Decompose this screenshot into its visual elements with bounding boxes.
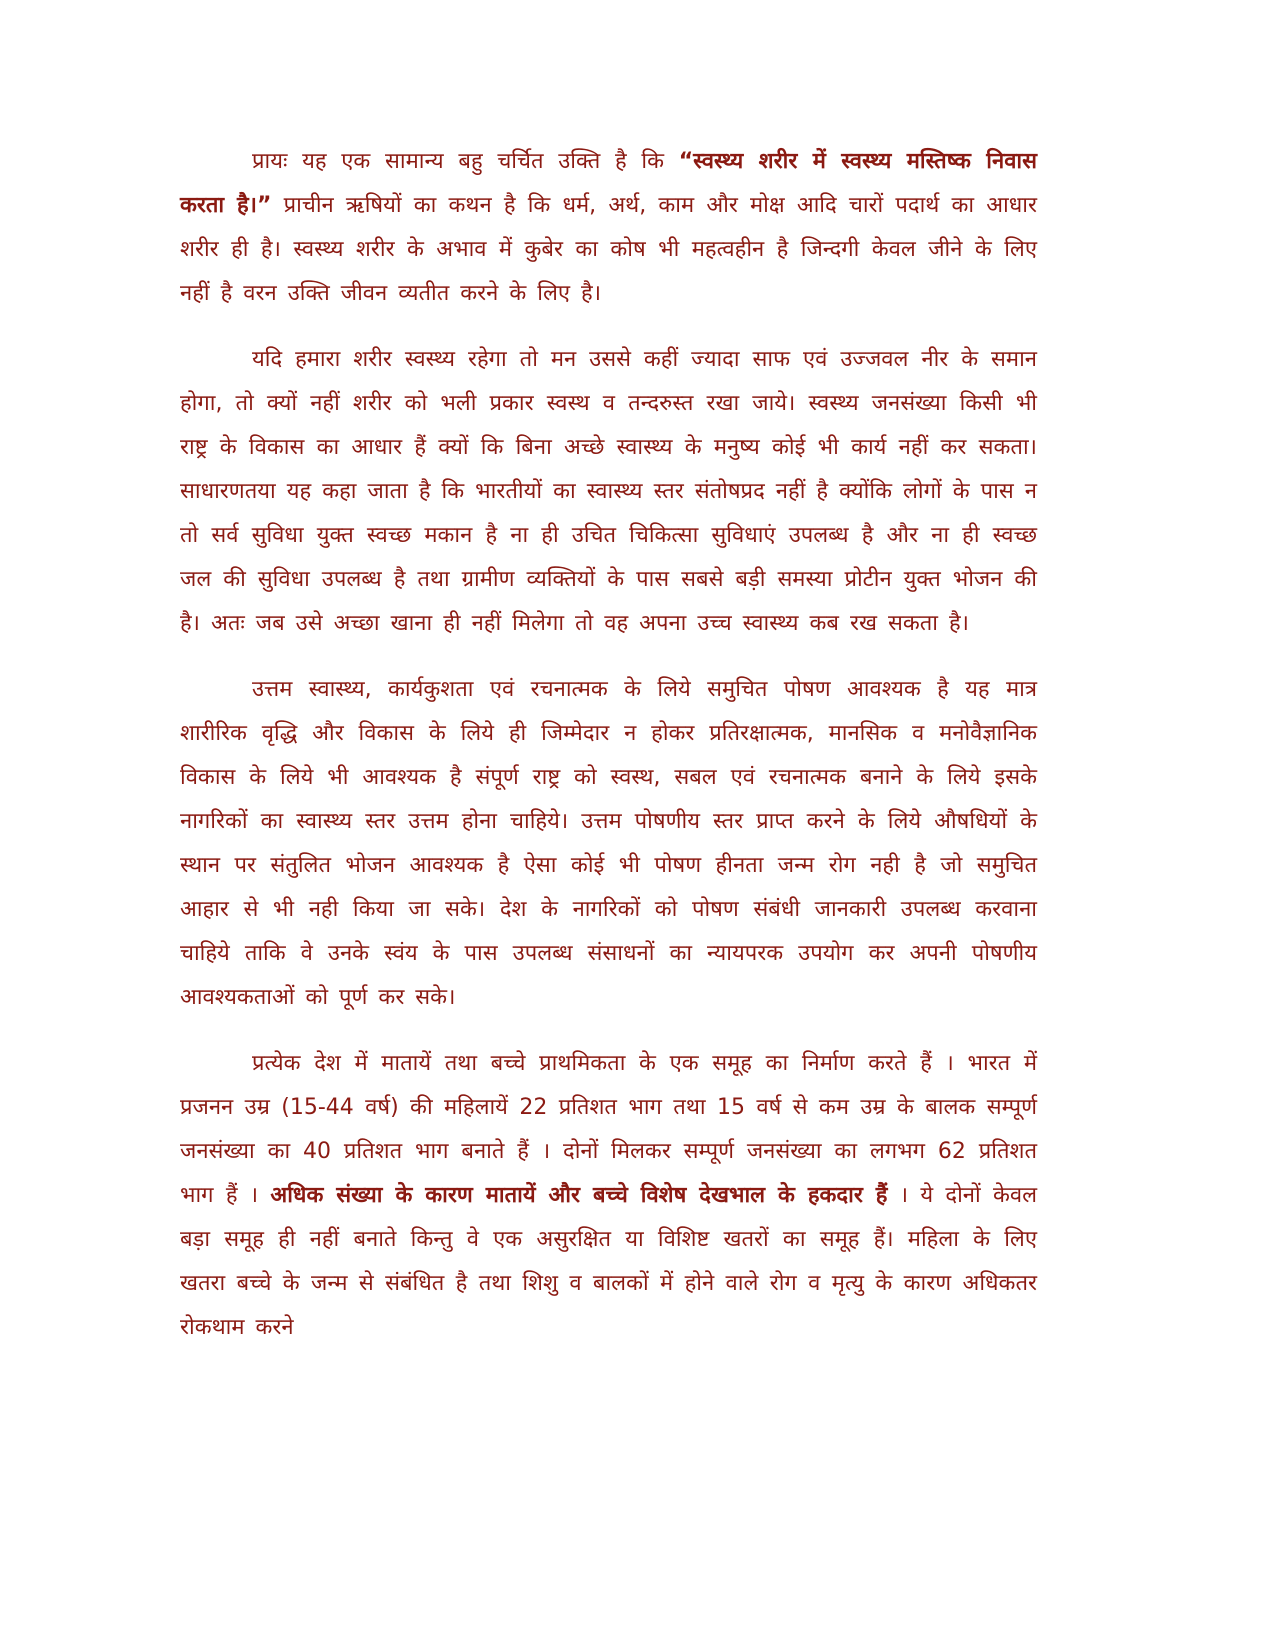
paragraph-4-text-b: । ये दोनों केवल बड़ा समूह ही नहीं बनाते किन्तु वे एक असुरक्षित या विशिष्ट खतरों का समूह हैं। महिला के लिए खतरा बच्चे के जन्म से संबंधित है तथा शिशु व बालकों में होने वाले रोग व मृत्यु के कारण अधिकतर रोकथाम करने <box>180 1183 1038 1340</box>
paragraph-3 <box>180 668 1037 1020</box>
paragraph-3-text: उत्तम स्वास्थ्य, कार्यकुशता एवं रचनात्मक के लिये समुचित पोषण आवश्यक है यह मात्र शारीरिक वृद्धि और विकास के लिये ही जिम्मेदार न होकर प्रतिरक्षात्मक, मानसिक व मनोवैज्ञानिक विकास के लिये भी आवश्यक है संपूर्ण राष्ट्र को स्वस्थ, सबल एवं रचनात्मक बनाने के लिये इसके नागरिकों का स्वास्थ्य स्तर उत्तम होना चाहिये। उत्तम पोषणीय स्तर प्राप्त करने के लिये औषधियों के स्थान पर संतुलित भोजन आवश्यक है ऐसा कोई भी पोषण हीनता जन्म रोग नही है जो समुचित आहार से भी नही किया जा सके। देश के नागरिकों को पोषण संबंधी जानकारी उपलब्ध करवाना चाहिये ताकि वे उनके स्वंय के पास उपलब्ध संसाधनों का न्यायपरक उपयोग कर अपनी पोषणीय आवश्यकताओं को पूर्ण कर सके। <box>180 677 1037 1010</box>
paragraph-1-bold-quote: “स्वस्थ्य शरीर में स्वस्थ्य मस्तिष्क निवास करता है।” <box>180 149 1037 218</box>
paragraph-2-text: यदि हमारा शरीर स्वस्थ्य रहेगा तो मन उससे कहीं ज्यादा साफ एवं उज्जवल नीर के समान होगा, तो क्यों नहीं शरीर को भली प्रकार स्वस्थ व तन्दरुस्त रखा जाये। स्वस्थ्य जनसंख्या किसी भी राष्ट्र के विकास का आधार हैं क्यों कि बिना अच्छे स्वास्थ्य के मनुष्य कोई भी कार्य नहीं कर सकता। साधारणतया यह कहा जाता है कि भारतीयों का स्वास्थ्य स्तर संतोषप्रद नहीं है क्योंकि लोगों के पास न तो सर्व सुविधा युक्त स्वच्छ मकान है ना ही उचित चिकित्सा सुविधाएं उपलब्ध है और ना ही स्वच्छ जल की सुविधा उपलब्ध है तथा ग्रामीण व्यक्तियों के पास सबसे बड़ी समस्या प्रोटीन युक्त भोजन की है। अतः जब उसे अच्छा खाना ही नहीं मिलेगा तो वह अपना उच्च स्वास्थ्य कब रख सकता है। <box>180 347 1037 636</box>
paragraph-2 <box>180 338 1037 646</box>
paragraph-4 <box>180 1042 1037 1350</box>
paragraph-1-text-a: प्रायः यह एक सामान्य बहु चर्चित उक्ति है कि <box>252 149 679 174</box>
document-page <box>180 140 1037 1372</box>
paragraph-4-text-a: प्रत्येक देश में मातायें तथा बच्चे प्राथमिकता के एक समूह का निर्माण करते हैं । भारत में प्रजनन उम्र (15-44 वर्ष) की महिलायें 22 प्रतिशत भाग तथा 15 वर्ष से कम उम्र के बालक सम्पूर्ण जनसंख्या का 40 प्रतिशत भाग बनाते हैं । दोनों मिलकर सम्पूर्ण जनसंख्या का लगभग 62 प्रतिशत भाग हैं । <box>180 1051 1037 1208</box>
paragraph-4-bold-statement: अधिक संख्या के कारण मातायें और बच्चे विशेष देखभाल के हकदार हैं <box>270 1183 888 1208</box>
paragraph-1 <box>180 140 1037 316</box>
paragraph-1-text-b: प्राचीन ऋषियों का कथन है कि धर्म, अर्थ, काम और मोक्ष आदि चारों पदार्थ का आधार शरीर ही है। स्वस्थ्य शरीर के अभाव में कुबेर का कोष भी महत्वहीन है जिन्दगी केवल जीने के लिए नहीं है वरन उक्ति जीवन व्यतीत करने के लिए है। <box>180 193 1037 306</box>
